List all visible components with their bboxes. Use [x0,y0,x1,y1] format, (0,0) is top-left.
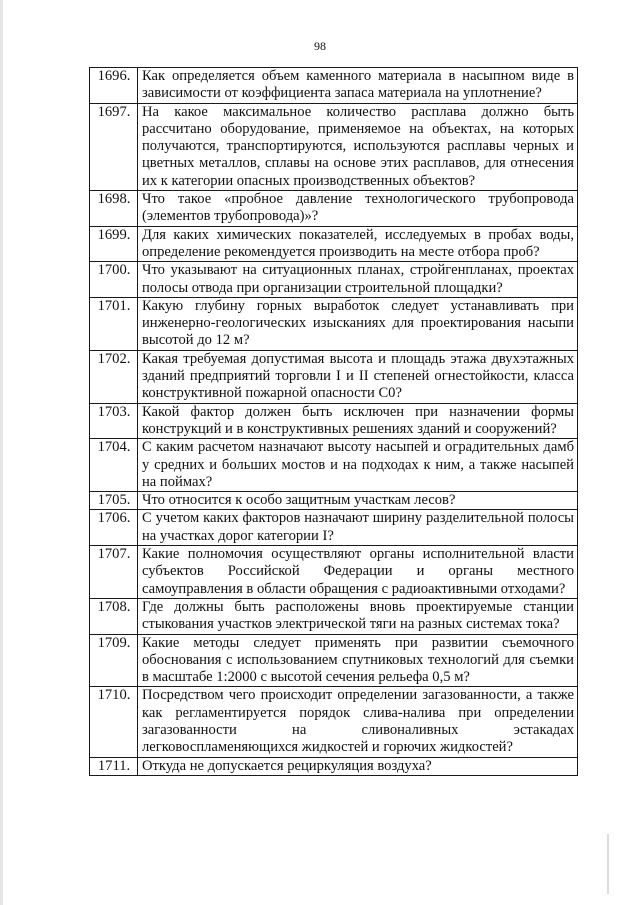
questions-table-body [90,68,578,776]
question-number: 1709. [90,634,138,687]
question-text: Какие методы следует применять при развитии съемочного обоснования с использованием спутниковых технологий для съемки в масштабе 1:2000 с высотой сечения рельефа 0,5 м? [138,634,578,687]
scan-artifact [607,834,609,894]
table-row [90,191,578,227]
question-number: 1699. [90,226,138,262]
question-number: 1706. [90,510,138,546]
scan-edge [0,0,3,905]
table-row [90,226,578,262]
question-number: 1710. [90,687,138,757]
table-row [90,103,578,190]
question-number: 1707. [90,546,138,599]
table-row [90,598,578,634]
table-row [90,403,578,439]
question-text: Что указывают на ситуационных планах, стройгенпланах, проектах полосы отвода при организации строительной площадки? [138,262,578,298]
table-row [90,757,578,775]
table-row [90,546,578,599]
table-row [90,297,578,350]
table-row [90,634,578,687]
question-text: Где должны быть расположены вновь проектируемые станции стыкования участков электрической тяги на разных системах тока? [138,598,578,634]
question-text: Для каких химических показателей, исследуемых в пробах воды, определение рекомендуется производить на месте отбора проб? [138,226,578,262]
question-number: 1696. [90,68,138,104]
question-text: Что относится к особо защитным участкам лесов? [138,492,578,510]
table-row [90,68,578,104]
question-text: Какие полномочия осуществляют органы исполнительной власти субъектов Российской Федерации и органы местного самоуправления в области обращения с радиоактивными отходами? [138,546,578,599]
table-row [90,510,578,546]
questions-table [89,67,578,776]
question-number: 1698. [90,191,138,227]
question-text: Какой фактор должен быть исключен при назначении формы конструкций и в конструктивных решениях зданий и сооружений? [138,403,578,439]
question-text: Какая требуемая допустимая высота и площадь этажа двухэтажных зданий предприятий торговли I и II степеней огнестойкости, класса конструктивной пожарной опасности С0? [138,350,578,403]
question-number: 1702. [90,350,138,403]
question-text: Как определяется объем каменного материала в насыпном виде в зависимости от коэффициента запаса материала на уплотнение? [138,68,578,104]
question-text: Откуда не допускается рециркуляция воздуха? [138,757,578,775]
question-text: С учетом каких факторов назначают ширину разделительной полосы на участках дорог категории I? [138,510,578,546]
question-number: 1705. [90,492,138,510]
question-text: Какую глубину горных выработок следует устанавливать при инженерно-геологических изысканиях для проектирования насыпи высотой до 12 м? [138,297,578,350]
table-row [90,492,578,510]
question-text: На какое максимальное количество расплава должно быть рассчитано оборудование, применяемое на объектах, на которых получаются, транспортируются, используются расплавы черных и цветных металлов, сплавы на основе этих расплавов, для отнесения их к категории опасных производственных объектов? [138,103,578,190]
question-text: С каким расчетом назначают высоту насыпей и оградительных дамб у средних и больших мостов и на подходах к ним, а также насыпей на поймах? [138,439,578,492]
question-number: 1711. [90,757,138,775]
question-number: 1697. [90,103,138,190]
table-row [90,262,578,298]
table-row [90,350,578,403]
question-text: Что такое «пробное давление технологического трубопровода (элементов трубопровода)»? [138,191,578,227]
table-row [90,439,578,492]
table-row [90,687,578,757]
question-number: 1708. [90,598,138,634]
page-number: 98 [314,39,326,53]
question-number: 1703. [90,403,138,439]
question-number: 1700. [90,262,138,298]
question-number: 1704. [90,439,138,492]
question-text: Посредством чего происходит определении загазованности, а также как регламентируется порядок слива-налива при определении загазованности на сливоналивных эстакадах легковоспламеняющихся жидкостей и горючих жидкостей? [138,687,578,757]
question-number: 1701. [90,297,138,350]
